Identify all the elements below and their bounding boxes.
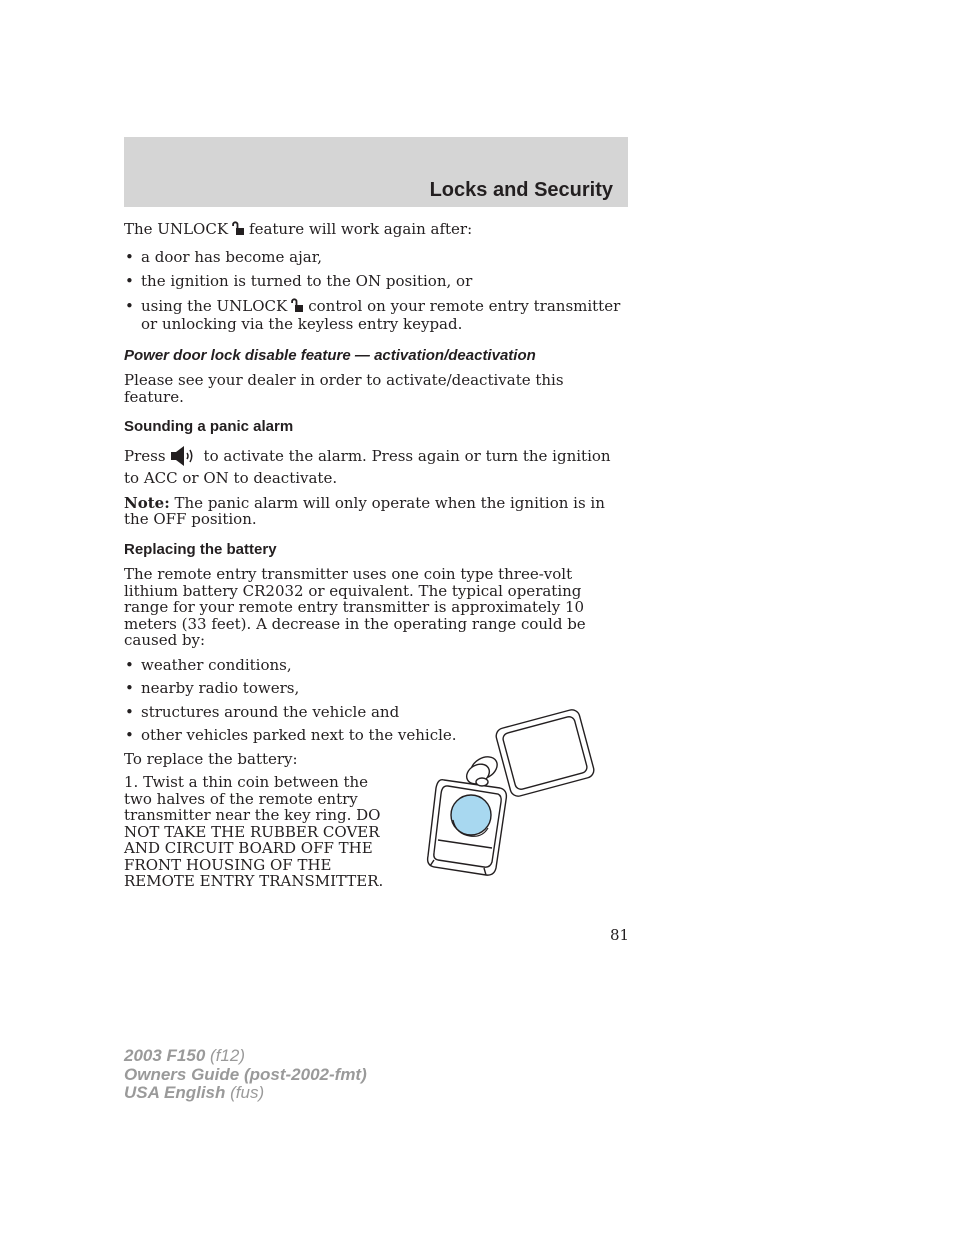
panic-alarm-text — [124, 445, 628, 487]
section-title: Locks and Security — [429, 179, 613, 201]
list-item: • structures around the vehicle and — [124, 704, 628, 721]
note-label: Note: — [124, 493, 170, 512]
unlock-conditions-list — [124, 249, 628, 333]
page-number: 81 — [610, 926, 630, 944]
footer-model-code: (f12) — [210, 1046, 245, 1065]
panic-note — [124, 495, 628, 528]
list-item: • other vehicles parked next to the vehicle. — [124, 727, 628, 744]
panic-alarm-heading: Sounding a panic alarm — [124, 418, 294, 435]
horn-icon — [170, 445, 196, 471]
battery-heading: Replacing the battery — [124, 540, 277, 558]
footer-language: USA English — [124, 1083, 226, 1102]
panic-text-after: to activate the alarm. Press again or turn the ignition to ACC or ON to deactivate. — [124, 446, 611, 487]
list-item: • the ignition is turned to the ON position, or — [124, 273, 628, 290]
footer-model: 2003 F150 — [124, 1046, 206, 1065]
footer-line-3 — [124, 1084, 367, 1103]
unlock-intro-paragraph — [124, 221, 628, 240]
footer-line-2 — [124, 1066, 367, 1085]
replace-intro: To replace the battery: — [124, 749, 298, 768]
disable-feature-heading: Power door lock disable feature — activation/deactivation — [124, 346, 536, 364]
replace-step-1: 1. Twist a thin coin between the two halves of the remote entry transmitter near the key ring. DO NOT TAKE THE RUBBER COVER AND CIRCUIT BOARD OFF THE FRONT HOUSING OF THE REMOTE ENTRY TRANSMITTER. — [124, 773, 384, 890]
list-item — [124, 298, 628, 333]
footer-language-code: (fus) — [230, 1083, 265, 1102]
note-text: The panic alarm will only operate when the ignition is in the OFF position. — [124, 493, 605, 528]
unlock-item-after: control on your remote entry transmitter or unlocking via the keyless entry keypad. — [141, 296, 621, 333]
list-item: • weather conditions, — [124, 657, 628, 674]
list-item: • nearby radio towers, — [124, 680, 628, 697]
panic-text-before: Press — [124, 446, 166, 465]
battery-text: The remote entry transmitter uses one coin type three-volt lithium battery CR2032 or equivalent. The typical operating range for your remote entry transmitter is approximately 10 meters (33 feet). A decrease in the operating range could be caused by: — [124, 565, 586, 649]
footer-guide: Owners Guide (post-2002-fmt) — [124, 1064, 367, 1084]
unlock-intro-before: The UNLOCK — [124, 220, 229, 238]
unlock-icon — [232, 221, 245, 240]
unlock-intro-after: feature will work again after: — [249, 220, 473, 238]
unlock-item-before: using the UNLOCK — [141, 296, 288, 315]
footer-line-1 — [124, 1047, 367, 1066]
document-footer — [124, 1047, 367, 1103]
list-item: • a door has become ajar, — [124, 249, 628, 266]
section-header-band — [124, 137, 628, 207]
disable-feature-text: Please see your dealer in order to activate/deactivate this feature. — [124, 371, 564, 406]
remote-transmitter-illustration — [420, 708, 604, 884]
unlock-icon — [291, 298, 304, 317]
